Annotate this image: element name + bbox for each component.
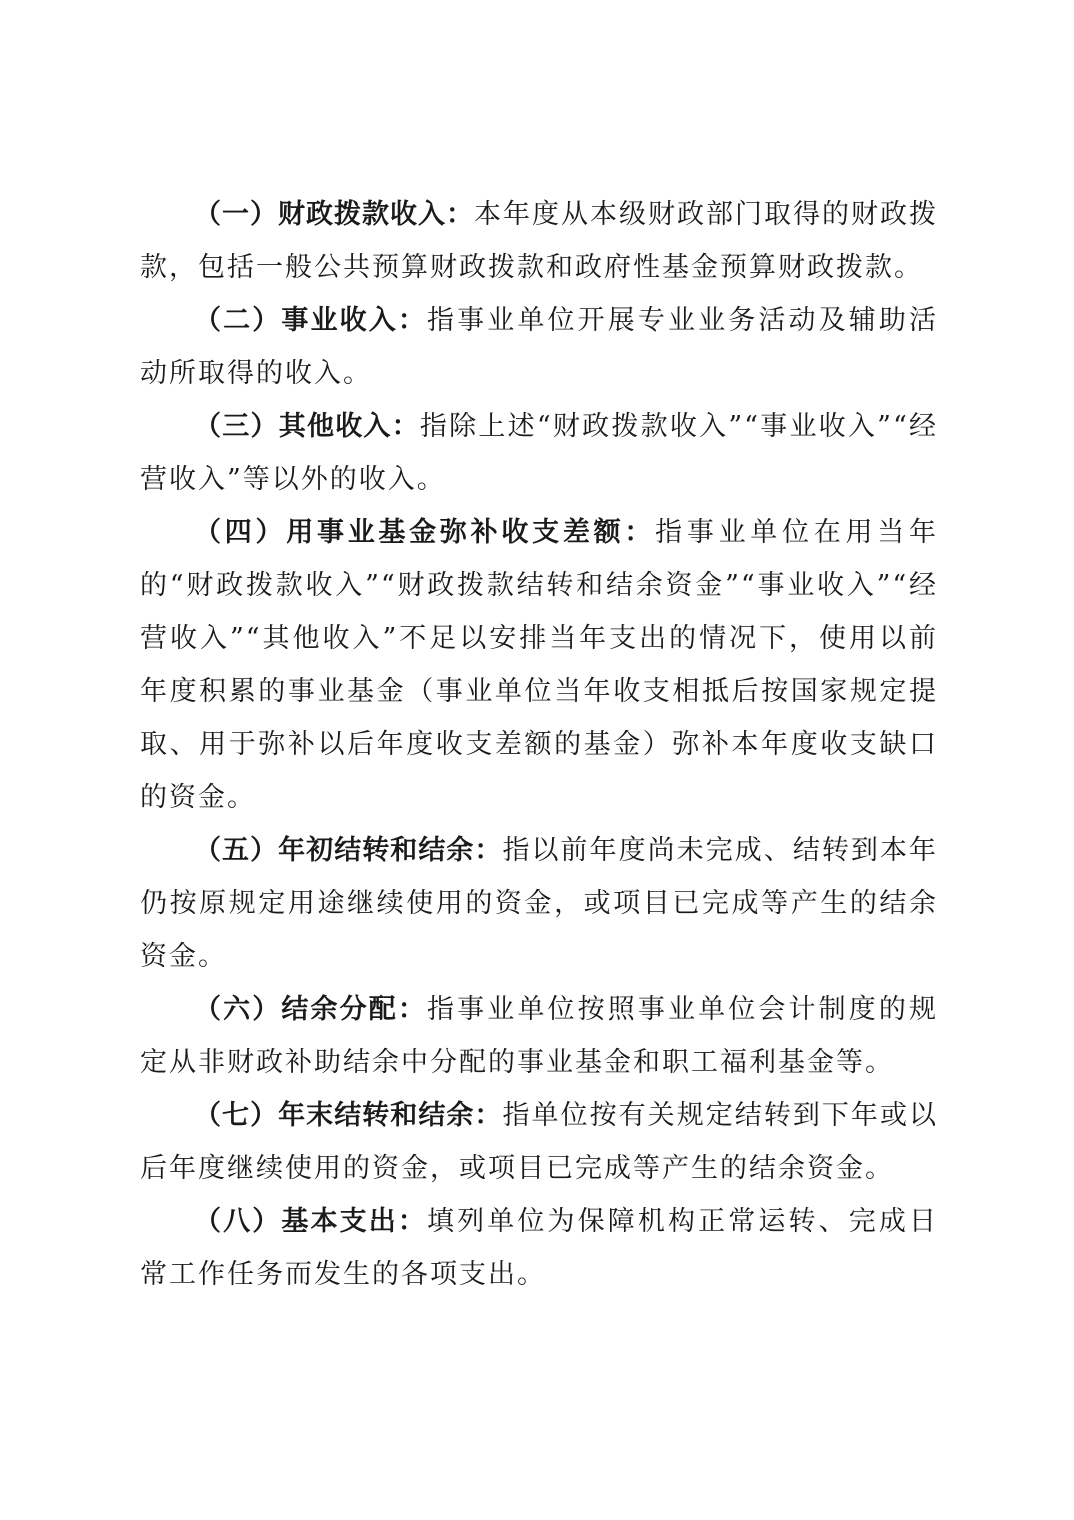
term-heading: （三）其他收入： — [194, 411, 420, 442]
term-definition: 指事业单位按照事业单位会计制度的规定从非财政补助结余中分配的事业基金和职工福利基金等。 — [140, 994, 938, 1078]
term-heading: （七）年末结转和结余： — [194, 1100, 503, 1131]
term-heading: （六）结余分配： — [194, 994, 427, 1025]
term-heading: （八）基本支出： — [194, 1206, 427, 1237]
paragraph-fiscal-appropriation-income — [140, 188, 938, 294]
term-heading: （五）年初结转和结余： — [194, 835, 503, 866]
paragraph-opening-carryover — [140, 824, 938, 983]
term-heading: （二）事业收入： — [194, 305, 427, 336]
term-heading: （四）用事业基金弥补收支差额： — [194, 517, 656, 548]
term-definition: 指单位按有关规定结转到下年或以后年度继续使用的资金，或项目已完成等产生的结余资金。 — [140, 1100, 939, 1184]
paragraph-business-income — [140, 294, 938, 400]
term-definition: 指事业单位在用当年的“财政拨款收入”“财政拨款结转和结余资金”“事业收入”“经营收入”“其他收入”不足以安排当年支出的情况下，使用以前年度积累的事业基金（事业单位当年收支相抵后按国家规定提取、用于弥补以后年度收支差额的基金）弥补本年度收支缺口的资金。 — [140, 517, 939, 813]
paragraph-surplus-distribution — [140, 983, 938, 1089]
term-definition: 填列单位为保障机构正常运转、完成日常工作任务而发生的各项支出。 — [140, 1206, 938, 1290]
term-heading: （一）财政拨款收入： — [194, 199, 474, 230]
term-definition: 本年度从本级财政部门取得的财政拨款，包括一般公共预算财政拨款和政府性基金预算财政拨款。 — [140, 199, 938, 283]
paragraph-basic-expenditure — [140, 1195, 938, 1301]
term-definition: 指事业单位开展专业业务活动及辅助活动所取得的收入。 — [140, 305, 938, 389]
paragraph-business-fund-offset — [140, 506, 938, 824]
document-body — [140, 188, 938, 1301]
paragraph-other-income — [140, 400, 938, 506]
paragraph-closing-carryover — [140, 1089, 938, 1195]
term-definition: 指以前年度尚未完成、结转到本年仍按原规定用途继续使用的资金，或项目已完成等产生的结余资金。 — [140, 835, 939, 972]
term-definition: 指除上述“财政拨款收入”“事业收入”“经营收入”等以外的收入。 — [140, 411, 939, 495]
